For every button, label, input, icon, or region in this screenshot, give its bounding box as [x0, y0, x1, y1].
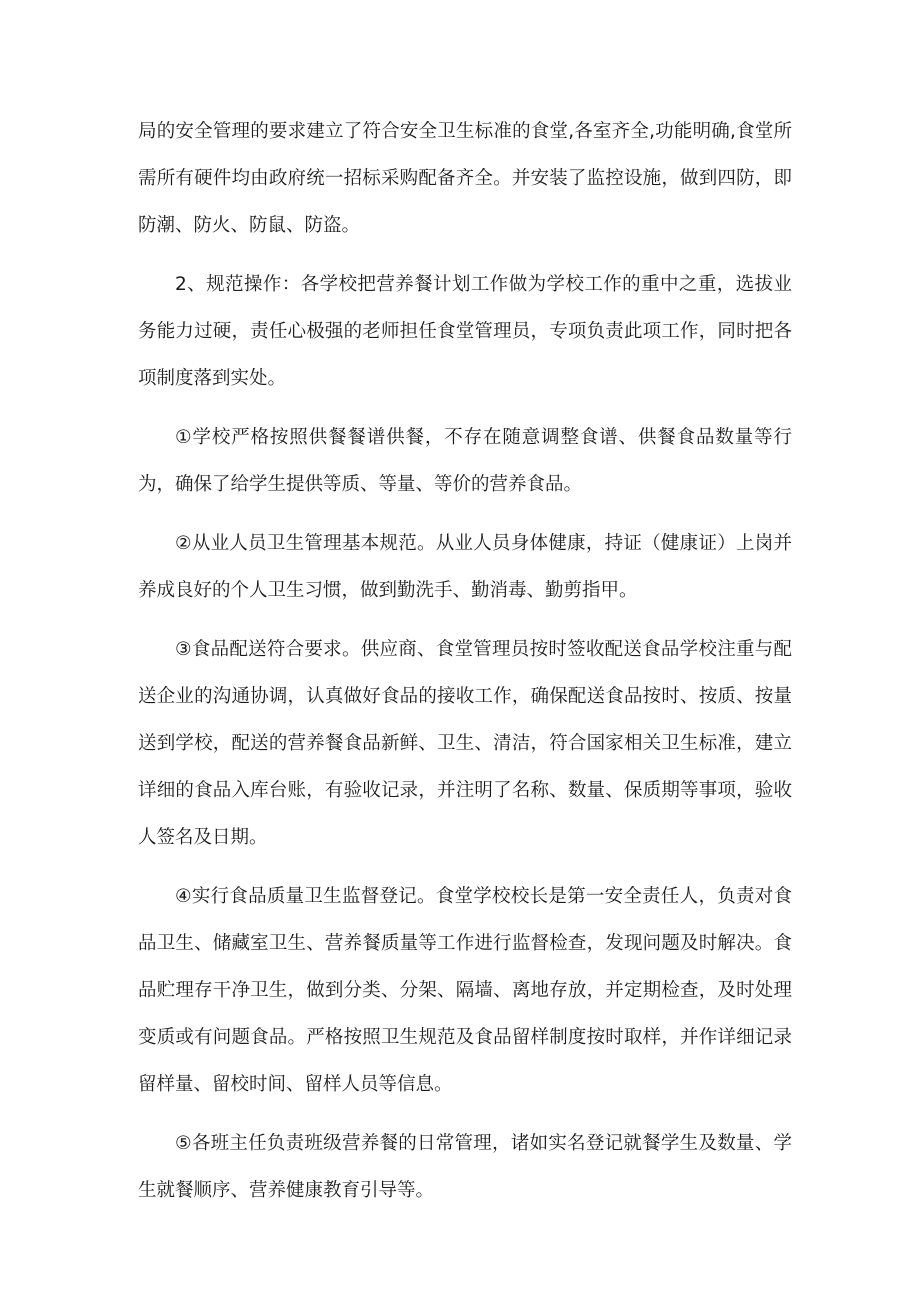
paragraph-food-delivery: ③食品配送符合要求。供应商、食堂管理员按时签收配送食品学校注重与配送企业的沟通协调，认真做好食品的接收工作，确保配送食品按时、按质、按量送到学校，配送的营养餐食品新鲜、卫生、清洁，符合国家相关卫生标准，建立详细的食品入库台账，有验收记录，并注明了名称、数量、保质期等事项，验收人签名及日期。: [138, 639, 792, 848]
paragraph-meal-schedule: ①学校严格按照供餐餐谱供餐，不存在随意调整食谱、供餐食品数量等行为，确保了给学生提供等质、等量、等价的营养食品。: [138, 427, 792, 495]
document-body: [138, 108, 792, 1226]
paragraph-class-management: ⑤各班主任负责班级营养餐的日常管理，诸如实名登记就餐学生及数量、学生就餐顺序、营养健康教育引导等。: [138, 1133, 792, 1201]
paragraph-quality-supervision: ④实行食品质量卫生监督登记。食堂学校校长是第一安全责任人，负责对食品卫生、储藏室卫生、营养餐质量等工作进行监督检查，发现问题及时解决。食品贮理存干净卫生，做到分类、分架、隔墙、离地存放，并定期检查，及时处理变质或有问题食品。严格按照卫生规范及食品留样制度按时取样，并作详细记录留样量、留校时间、留样人员等信息。: [138, 886, 792, 1095]
paragraph-standard-operation: 2、规范操作：各学校把营养餐计划工作做为学校工作的重中之重，选拔业务能力过硬，责任心极强的老师担任食堂管理员，专项负责此项工作，同时把各项制度落到实处。: [138, 274, 792, 389]
paragraph-staff-hygiene: ②从业人员卫生管理基本规范。从业人员身体健康，持证（健康证）上岗并养成良好的个人卫生习惯，做到勤洗手、勤消毒、勤剪指甲。: [138, 533, 792, 601]
paragraph-canteen-facilities: 局的安全管理的要求建立了符合安全卫生标准的食堂,各室齐全,功能明确,食堂所需所有硬件均由政府统一招标采购配备齐全。并安装了监控设施，做到四防，即防潮、防火、防鼠、防盗。: [138, 121, 792, 236]
